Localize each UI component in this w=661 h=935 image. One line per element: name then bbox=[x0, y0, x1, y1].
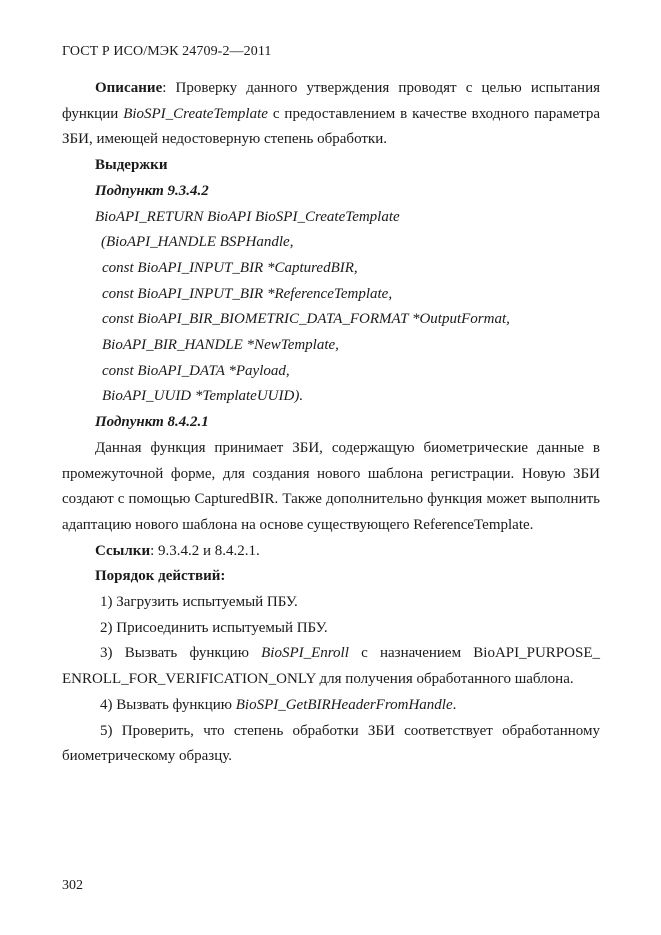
procedure-step-5: 5) Проверить, что степень обработки ЗБИ соответствует обработанному биометрическому образцу. bbox=[62, 722, 600, 765]
code-line: BioAPI_UUID *TemplateUUID). bbox=[102, 388, 304, 405]
description-paragraph bbox=[62, 76, 600, 153]
description-text-1: : Проверку данного утверждения проводят с целью испытания функции bbox=[62, 80, 600, 122]
code-line: const BioAPI_INPUT_BIR *ReferenceTemplate, bbox=[102, 285, 393, 302]
step-4-function: BioSPI_GetBIRHeaderFromHandle bbox=[235, 696, 453, 713]
references-text: : 9.3.4.2 и 8.4.2.1. bbox=[150, 542, 260, 559]
excerpts-heading: Выдержки bbox=[95, 157, 168, 174]
references-label: Ссылки bbox=[95, 542, 151, 559]
procedure-step-1: 1) Загрузить испытуемый ПБУ. bbox=[100, 594, 298, 611]
subclause-heading-1: Подпункт 9.3.4.2 bbox=[95, 182, 209, 199]
code-line: const BioAPI_INPUT_BIR *CapturedBIR, bbox=[102, 259, 358, 276]
page-number: 302 bbox=[62, 878, 83, 893]
code-line: const BioAPI_DATA *Payload, bbox=[102, 362, 290, 379]
subclause-heading-2: Подпункт 8.4.2.1 bbox=[95, 414, 209, 431]
description-label: Описание bbox=[95, 80, 163, 96]
code-line: BioAPI_RETURN BioAPI BioSPI_CreateTemplate bbox=[95, 208, 400, 225]
step-4-text-a: 4) Вызвать функцию bbox=[100, 696, 236, 713]
page-body bbox=[62, 76, 600, 770]
step-3-text-a: 3) Вызвать функцию bbox=[100, 645, 262, 662]
function-description-paragraph: Данная функция принимает ЗБИ, содержащую биометрические данные в промежуточной форме, для создания нового шаблона регистрации. Новую ЗБИ создают с помощью CapturedBIR. Также дополнительно функция может выполнить адаптацию нового шаблона на основе существующего ReferenceTemplate. bbox=[62, 439, 600, 533]
description-function: BioSPI_CreateTemplate bbox=[123, 105, 268, 122]
step-4-text-b: . bbox=[452, 696, 457, 713]
document-header: ГОСТ Р ИСО/МЭК 24709-2—2011 bbox=[62, 44, 272, 59]
procedure-step-4 bbox=[62, 693, 600, 719]
code-line: const BioAPI_BIR_BIOMETRIC_DATA_FORMAT *OutputFormat, bbox=[102, 311, 510, 328]
procedure-step-2: 2) Присоединить испытуемый ПБУ. bbox=[100, 619, 328, 636]
description-text-2: с предоставлением в качестве входного параметра ЗБИ, имеющей недостоверную степень обработки. bbox=[62, 105, 601, 148]
code-line: BioAPI_BIR_HANDLE *NewTemplate, bbox=[102, 337, 339, 354]
step-3-text-b: с назначением BioAPI_PURPOSE_ ENROLL_FOR_VERIFICATION_ONLY для получения обработанного шаблона. bbox=[62, 645, 600, 688]
code-line: (BioAPI_HANDLE BSPHandle, bbox=[101, 234, 294, 251]
references-paragraph bbox=[62, 539, 600, 565]
procedure-heading: Порядок действий: bbox=[95, 568, 226, 585]
step-3-function: BioSPI_Enroll bbox=[261, 645, 349, 662]
procedure-step-3 bbox=[62, 641, 600, 692]
